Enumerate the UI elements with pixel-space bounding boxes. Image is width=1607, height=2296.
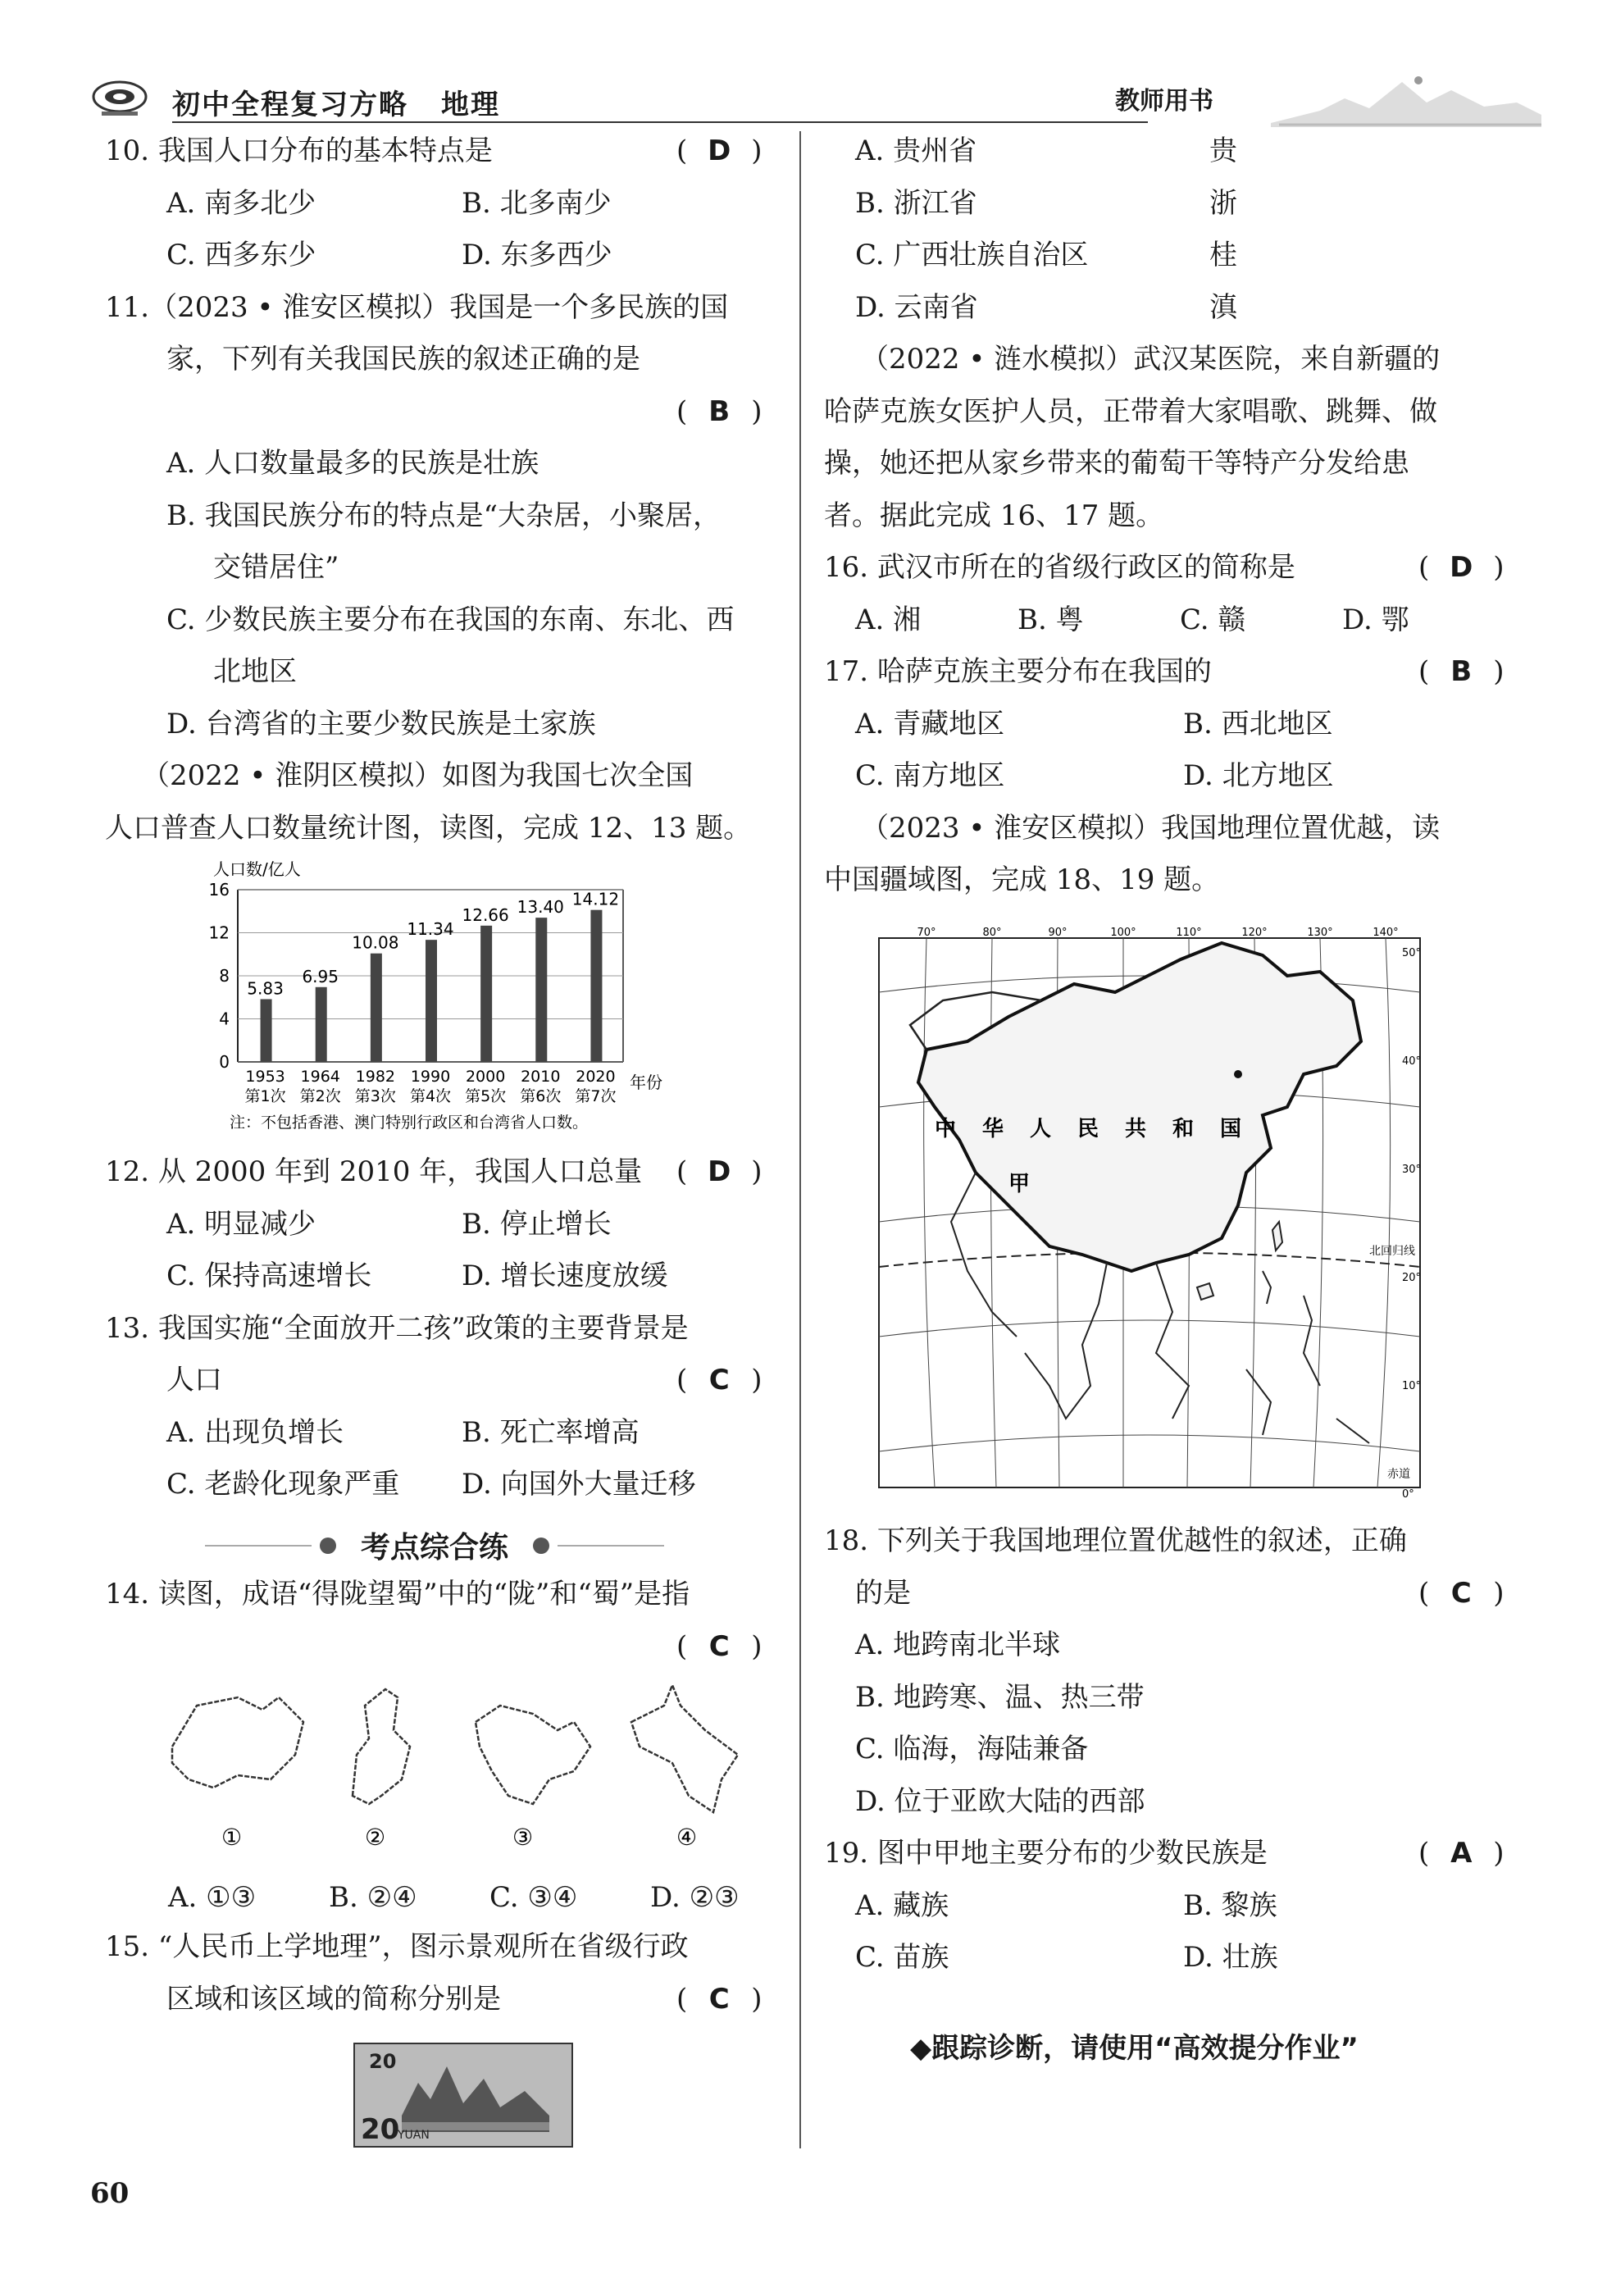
q14-option-0: A. ①③: [168, 1881, 257, 1914]
left_column-line-7: B. 我国民族分布的特点是“大杂居，小聚居，: [166, 499, 721, 532]
right_column_b-answer-6: ( A ): [1418, 1834, 1505, 1873]
province-shape-1: [172, 1697, 303, 1788]
left_column_b-line-1: A. 明显减少: [166, 1207, 316, 1241]
page-header: [90, 74, 1500, 131]
right_column-line-1: B. 浙江省: [855, 186, 977, 220]
chart-xlabel: 年份: [630, 1073, 662, 1092]
left_column_b-line-6-b: D. 向国外大量迁移: [462, 1468, 696, 1501]
left_column_b-line-5: A. 出现负增长: [166, 1415, 344, 1449]
map-country-char: 国: [1220, 1117, 1242, 1141]
map-country-char: 和: [1172, 1117, 1195, 1141]
right_column-line-0-b: 贵: [1209, 134, 1237, 167]
chart-bar: [590, 910, 602, 1062]
chart-bar: [480, 926, 492, 1062]
left_column_c-answer-1: ( C ): [676, 1627, 763, 1666]
q14-option-2: C. ③④: [489, 1881, 578, 1914]
map-latitude-label: 30°: [1402, 1164, 1422, 1176]
right_column-line-14: 中国疆域图，完成 18、19 题。: [824, 863, 1220, 896]
book-logo-icon: [90, 79, 149, 118]
map-longitude-label: 120°: [1241, 927, 1268, 939]
right_column-line-12: C. 南方地区: [855, 759, 1005, 792]
left_column-line-12: （2022 • 淮阴区模拟）如图为我国七次全国: [142, 759, 694, 792]
right_column-line-4: （2022 • 涟水模拟）武汉某医院，来自新疆的: [861, 343, 1441, 376]
q14-option-1: B. ②④: [329, 1881, 417, 1914]
left_column_b-line-6: C. 老龄化现象严重: [166, 1468, 400, 1501]
chart-ytick-label: 4: [219, 1009, 230, 1029]
left_column-line-3: 11.（2023 • 淮安区模拟）我国是一个多民族的国: [105, 290, 729, 324]
right_column-line-2: C. 广西壮族自治区: [855, 239, 1089, 271]
left_column-line-1: A. 南多北少: [166, 186, 316, 220]
province-shape-3: [476, 1706, 590, 1804]
banknote-unit: YUAN: [398, 2129, 430, 2142]
shape-label-4: ④: [676, 1824, 698, 1851]
chart-value-label: 5.83: [247, 978, 284, 999]
left_column_b-line-2: C. 保持高速增长: [166, 1260, 372, 1292]
chart-ytick-label: 8: [219, 966, 230, 986]
right_column_b-line-1: 的是: [855, 1576, 911, 1610]
left_column_d-line-0: 15. “人民币上学地理”，图示景观所在省级行政: [105, 1930, 689, 1963]
answer-letter: A: [1450, 1837, 1473, 1870]
tropic-label: 北回归线: [1369, 1245, 1415, 1258]
right_column_b-line-7: A. 藏族: [855, 1888, 949, 1922]
subject-text: 地理: [441, 89, 500, 121]
banknote-image: [353, 2042, 574, 2148]
chart-census-label: 第1次: [244, 1087, 286, 1105]
right_column_b-line-2: A. 地跨南北半球: [855, 1629, 1061, 1661]
chart-value-label: 14.12: [571, 889, 620, 909]
right_column-line-12-b: D. 北方地区: [1183, 759, 1334, 792]
right_column_b-answer-1: ( C ): [1418, 1574, 1505, 1613]
right_column-line-2-b: 桂: [1209, 239, 1237, 271]
left_column-line-6: A. 人口数量最多的民族是壮族: [166, 447, 539, 480]
chart-bar: [426, 940, 437, 1062]
answer-letter: C: [708, 1982, 730, 2016]
left_column_c-line-0: 14. 读图，成语“得陇望蜀”中的“陇”和“蜀”是指: [105, 1578, 690, 1610]
chart-bar: [316, 987, 327, 1062]
left_column_b-answer-4: ( C ): [676, 1360, 763, 1400]
chart-census-label: 第2次: [299, 1087, 341, 1105]
left_column_b-line-3: 13. 我国实施“全面放开二孩”政策的主要背景是: [105, 1311, 689, 1345]
map-country-char: 民: [1077, 1117, 1099, 1141]
banknote-value-bottom: 20: [361, 2113, 400, 2146]
map-longitude-label: 100°: [1110, 927, 1136, 939]
chart-value-label: 11.34: [407, 919, 454, 940]
left_column_b-line-1-b: B. 停止增长: [462, 1207, 612, 1241]
chart-category-label: 1964: [300, 1068, 340, 1086]
map-longitude-label: 80°: [982, 927, 1002, 939]
map-longitude-label: 90°: [1048, 927, 1068, 939]
province-shapes: [148, 1673, 771, 1861]
map-country-char: 中: [935, 1117, 957, 1141]
chart-census-label: 第6次: [520, 1087, 562, 1105]
right_column_b-line-7-b: B. 黎族: [1183, 1888, 1277, 1922]
right_column_b-line-3: B. 地跨寒、温、热三带: [855, 1680, 1145, 1714]
right_column_b-line-8: C. 苗族: [855, 1941, 949, 1974]
left_column-line-2-b: D. 东多西少: [462, 239, 612, 271]
left_column-line-13: 人口普查人口数量统计图，读图，完成 12、13 题。: [105, 811, 752, 845]
province-shape-4: [631, 1685, 738, 1812]
map-region-label: 甲: [1008, 1172, 1031, 1196]
left_column-line-9: C. 少数民族主要分布在我国的东南、东北、西: [166, 603, 735, 636]
map-latitude-label: 50°: [1402, 947, 1422, 959]
map-longitude-label: 70°: [917, 927, 936, 939]
answer-letter: D: [708, 134, 731, 167]
map-longitude-label: 110°: [1176, 927, 1202, 939]
left_column_b-line-4: 人口: [166, 1364, 222, 1396]
right_column-opt-9-2: C. 赣: [1180, 603, 1246, 636]
right_column_b-line-0: 18. 下列关于我国地理位置优越性的叙述，正确: [824, 1524, 1407, 1557]
left_column-line-0: 10. 我国人口分布的基本特点是: [105, 134, 493, 167]
map-longitude-label: 140°: [1373, 927, 1399, 939]
chart-ylabel: 人口数/亿人: [213, 859, 301, 879]
equator-label: 赤道: [1387, 1468, 1410, 1481]
answer-letter: D: [708, 1155, 731, 1188]
left_column-line-1-b: B. 北多南少: [462, 186, 612, 220]
left_column_d-line-1: 区域和该区域的简称分别是: [166, 1982, 501, 2016]
right_column-opt-9-0: A. 湘: [855, 603, 922, 636]
province-shape-2: [353, 1689, 410, 1804]
chart-bar: [535, 918, 547, 1062]
shape-label-2: ②: [365, 1824, 386, 1851]
right_column-line-5: 哈萨克族女医护人员，正带着大家唱歌、跳舞、做: [824, 394, 1437, 428]
mountain-scenery-icon: [1271, 66, 1541, 139]
answer-letter: B: [1450, 655, 1473, 688]
footer-note: ◆跟踪诊断，请使用“高效提分作业”: [910, 2032, 1359, 2065]
hainan-island: [1197, 1283, 1213, 1300]
answer-letter: D: [1450, 551, 1473, 584]
left_column_d-answer-1: ( C ): [676, 1979, 763, 2019]
header-rule: [172, 121, 1148, 123]
page-number: 60: [90, 2177, 130, 2210]
shape-label-1: ①: [221, 1824, 243, 1851]
chart-category-label: 2000: [465, 1068, 506, 1086]
map-latitude-label: 20°: [1402, 1272, 1422, 1284]
left_column-answer-5: ( B ): [676, 392, 763, 431]
chart-category-label: 2010: [521, 1068, 561, 1086]
map-latitude-label: 40°: [1402, 1055, 1422, 1068]
population-chart: [180, 857, 689, 1136]
chart-note: 注：不包括香港、澳门特别行政区和台湾省人口数。: [230, 1114, 589, 1132]
answer-letter: B: [708, 394, 731, 428]
right_column-line-1-b: 浙: [1209, 186, 1237, 220]
right_column-line-7: 者。据此完成 16、17 题。: [824, 499, 1164, 532]
map-latitude-label: 10°: [1402, 1380, 1422, 1392]
left_column-line-2: C. 西多东少: [166, 239, 316, 271]
right_column-line-11: A. 青藏地区: [855, 707, 1005, 740]
chart-ytick-label: 12: [208, 922, 230, 943]
capital-star-icon: [1234, 1070, 1242, 1078]
right_column-line-13: （2023 • 淮安区模拟）我国地理位置优越，读: [861, 811, 1441, 845]
section-title: 考点综合练: [360, 1531, 508, 1565]
right_column-line-10: 17. 哈萨克族主要分布在我国的: [824, 655, 1212, 688]
left_column-line-4: 家，下列有关我国民族的叙述正确的是: [166, 343, 640, 376]
chart-category-label: 2020: [576, 1068, 616, 1086]
right_column-answer-10: ( B ): [1418, 652, 1505, 691]
chart-category-label: 1990: [410, 1068, 451, 1086]
right_column-line-3: D. 云南省: [855, 290, 978, 324]
column-divider: [799, 131, 801, 2148]
map-longitude-label: 130°: [1307, 927, 1333, 939]
map-country-char: 共: [1125, 1117, 1147, 1141]
right_column-line-8: 16. 武汉市所在的省级行政区的简称是: [824, 551, 1295, 584]
chart-census-label: 第5次: [465, 1087, 507, 1105]
left_column_b-line-2-b: D. 增长速度放缓: [462, 1260, 668, 1292]
chart-census-label: 第3次: [354, 1087, 396, 1105]
chart-value-label: 12.66: [462, 904, 509, 925]
chart-census-label: 第4次: [409, 1087, 452, 1105]
answer-letter: C: [708, 1629, 730, 1663]
left_column-answer-0: ( D ): [676, 131, 763, 171]
right_column_b-line-6: 19. 图中甲地主要分布的少数民族是: [824, 1837, 1268, 1870]
chart-bar: [261, 999, 272, 1062]
right_column_b-line-8-b: D. 壮族: [1183, 1941, 1278, 1974]
chart-ytick-label: 16: [208, 880, 230, 900]
chart-value-label: 10.08: [352, 932, 399, 953]
chart-category-label: 1982: [355, 1068, 396, 1086]
right_column_b-line-4: C. 临海，海陆兼备: [855, 1733, 1089, 1765]
right_column-line-6: 操，她还把从家乡带来的葡萄干等特产分发给患: [824, 447, 1409, 480]
book-title-text: 初中全程复习方略: [172, 89, 408, 121]
map-latitude-label: 0°: [1402, 1488, 1414, 1501]
left_column-line-10: 北地区: [213, 655, 297, 688]
chart-bar: [371, 954, 382, 1062]
answer-letter: C: [708, 1364, 730, 1396]
shape-label-3: ③: [512, 1824, 534, 1851]
left_column-line-11: D. 台湾省的主要少数民族是土家族: [166, 707, 596, 740]
chart-value-label: 6.95: [302, 966, 339, 986]
right_column-opt-9-3: D. 鄂: [1342, 603, 1409, 636]
china-map: [877, 927, 1435, 1501]
chart-value-label: 13.40: [517, 897, 564, 918]
q14-option-3: D. ②③: [650, 1881, 740, 1914]
right_column-opt-9-1: B. 粤: [1017, 603, 1084, 636]
map-country-char: 人: [1030, 1117, 1052, 1141]
book-title: [172, 82, 500, 122]
right_column-line-0: A. 贵州省: [855, 134, 977, 167]
chart-ytick-label: 0: [219, 1052, 230, 1072]
right_column-answer-8: ( D ): [1418, 548, 1505, 587]
right_column_b-line-5: D. 位于亚欧大陆的西部: [855, 1784, 1145, 1818]
chart-census-label: 第7次: [575, 1087, 617, 1105]
right_column-line-3-b: 滇: [1209, 290, 1237, 324]
left_column-line-8: 交错居住”: [213, 551, 339, 584]
banknote-value-top: 20: [369, 2050, 397, 2073]
section-heading: [205, 1521, 664, 1570]
right_column-line-11-b: B. 西北地区: [1183, 707, 1333, 740]
left_column_b-line-5-b: B. 死亡率增高: [462, 1415, 640, 1449]
map-country-char: 华: [982, 1117, 1004, 1141]
left_column_b-line-0: 12. 从 2000 年到 2010 年，我国人口总量: [105, 1155, 643, 1188]
chart-category-label: 1953: [245, 1068, 285, 1086]
answer-letter: C: [1450, 1576, 1472, 1610]
edition-label: 教师用书: [1115, 87, 1213, 116]
left_column_b-answer-0: ( D ): [676, 1152, 763, 1191]
